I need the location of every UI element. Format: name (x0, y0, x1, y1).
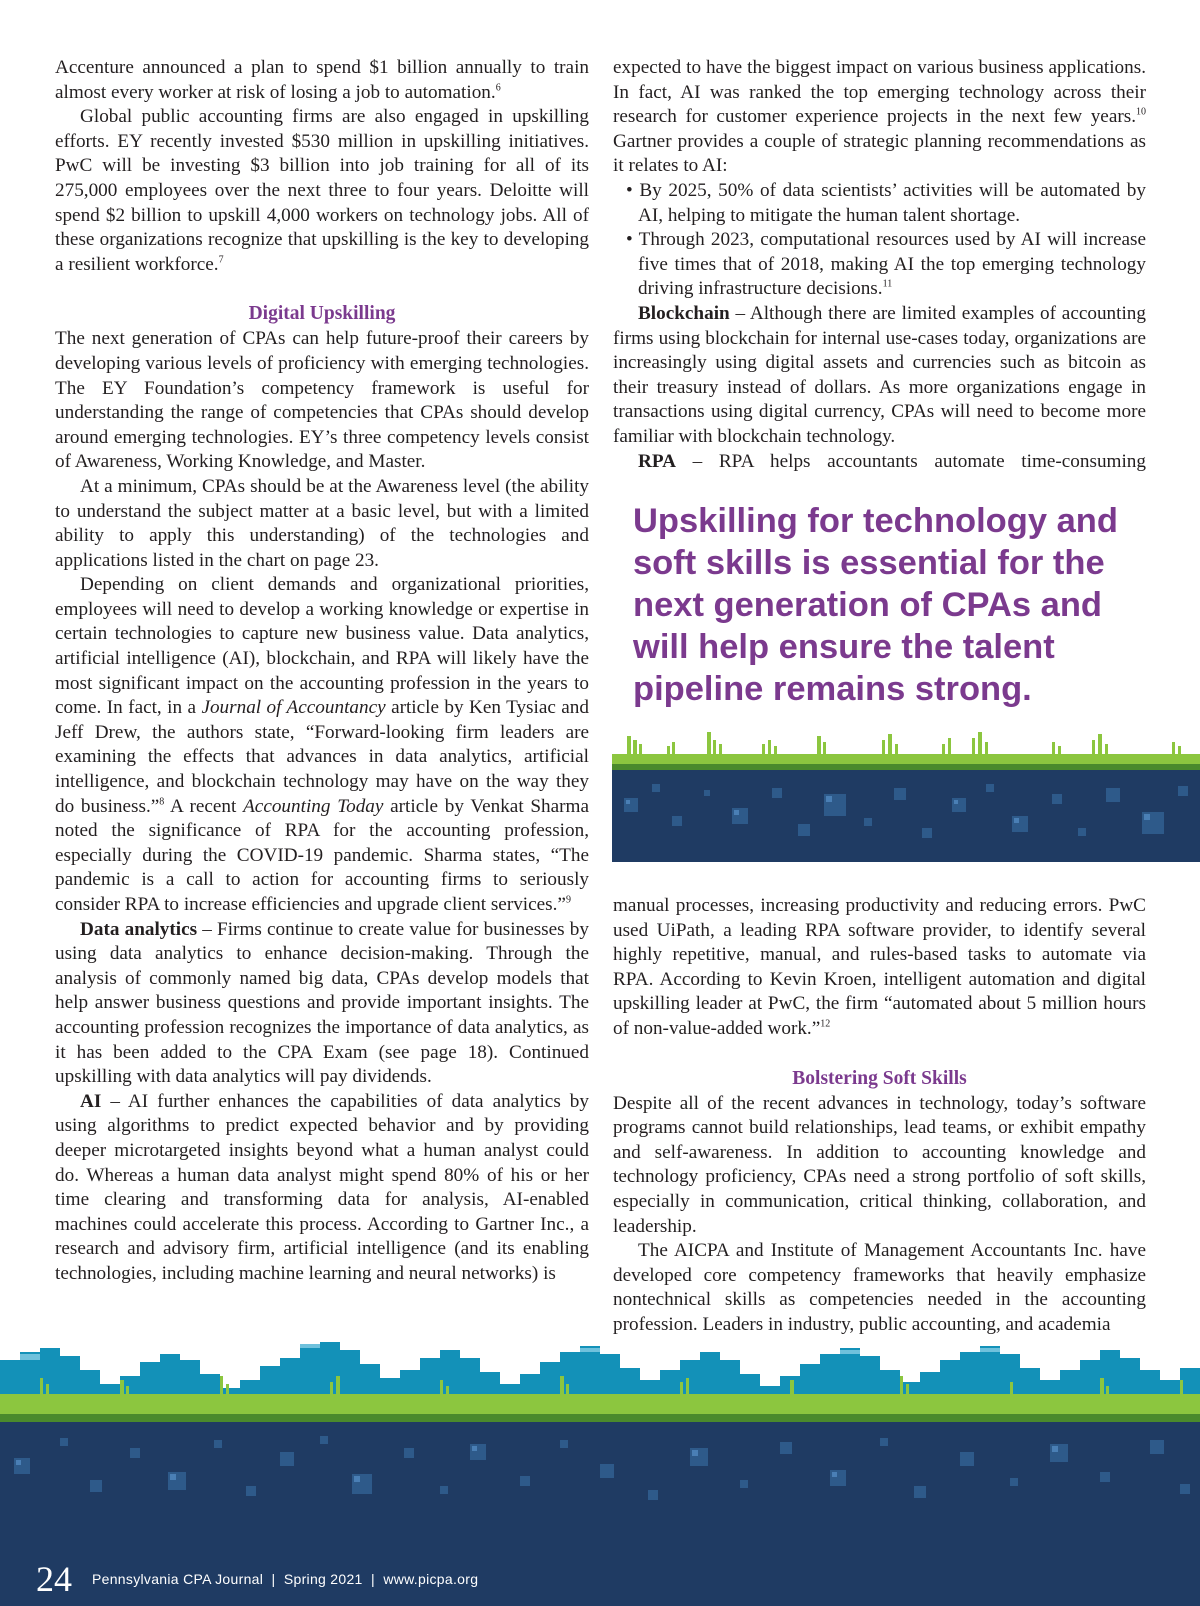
pixel-ground-illustration (612, 728, 1200, 862)
paragraph: Despite all of the recent advances in technology, today’s software programs cannot build relationships, lead teams, or exhibit empathy and self-awareness. In addition to accounting knowledge and technology proficiency, CPAs need a strong portfolio of soft skills, especially in communication, critical thinking, collaboration, and leadership. (613, 1092, 1146, 1237)
grass-tufts (627, 732, 1181, 754)
paragraph: Global public accounting firms are also engaged in upskilling efforts. EY recently invested $530 million in upskilling initiatives. PwC will be investing $3 billion into job training for all of its 275,000 employees over the next three to four years. Deloitte will spend $2 billion to upskill 4,000 workers on technology jobs. All of these organizations recognize that upskilling is the key to developing a resilient workforce.$^7$ (55, 106, 589, 275)
paragraph: Accenture announced a plan to spend $1 billion annually to train almost every worker at risk of losing a job to automation.$^6$ (55, 57, 589, 103)
paragraph: Data analytics – Firms continue to create value for businesses by using data analytics to enhance decision-making. Through the analysis of commonly named big data, CPAs develop models that help answer business questions and provide important insights. The accounting profession recognizes the importance of data analytics, as it has been added to the CPA Exam (see page 18). Continued upskilling with data analytics will pay dividends. (55, 918, 589, 1088)
bullet-list (613, 179, 1146, 302)
paragraph: The next generation of CPAs can help future-proof their careers by developing various levels of proficiency with emerging technologies. The EY Foundation’s competency framework is useful for understanding the range of competencies that CPAs should develop around emerging technologies. EY’s three competency levels consist of Awareness, Working Knowledge, and Master. (55, 328, 589, 473)
right-column-bottom (613, 894, 1146, 1338)
page-number: 24 (36, 1559, 72, 1599)
list-item: • By 2025, 50% of data scientists’ activities will be automated by AI, helping to mitigate the human talent shortage. (626, 179, 1146, 226)
section-heading-bolstering-soft-skills: Bolstering Soft Skills (792, 1067, 967, 1089)
right-column-top (613, 56, 1146, 474)
footer-text: Pennsylvania CPA Journal | Spring 2021 | www.picpa.org (92, 1571, 479, 1587)
paragraph: manual processes, increasing productivity and reducing errors. PwC used UiPath, a leading RPA software provider, to identify several highly repetitive, manual, and rules-based tasks to automate via RPA. According to Kevin Kroen, intelligent automation and digital upskilling leader at PwC, the firm “automated about 5 million hours of non-value-added work.”$^{12}$ (613, 895, 1146, 1039)
left-column (55, 56, 589, 1287)
list-item: • Through 2023, computational resources used by AI will increase five times that of 2018, making AI the top emerging technology driving infrastructure decisions.$^{11}$ (626, 229, 1146, 300)
paragraph: AI – AI further enhances the capabilities of data analytics by using algorithms to predict expected behavior and by providing deeper microtargeted insights beyond what a human analyst could do. Whereas a human data analyst might spend 80% of his or her time clearing and transforming data for analysis, AI-enabled machines could accelerate this process. According to Gartner Inc., a research and advisory firm, artificial intelligence (and its enabling technologies, including machine learning and neural networks) is (55, 1090, 589, 1284)
paragraph: At a minimum, CPAs should be at the Awareness level (the ability to understand the subject matter at a basic level, but with a limited ability to apply this understanding) of the technologies and applications listed in the chart on page 23. (55, 475, 589, 571)
pull-quote: Upskilling for technology and soft skills is essential for the next generation of CPAs and will help ensure the talent pipeline remains strong. (633, 502, 1118, 708)
paragraph: expected to have the biggest impact on various business applications. In fact, AI was ranked the top emerging technology across their research for customer experience projects in the next few years.$^{10}$ Gartner provides a couple of strategic planning recommendations as it relates to AI: (613, 57, 1146, 177)
paragraph: Blockchain – Although there are limited examples of accounting firms using blockchain for internal use-cases today, organizations are increasingly using digital assets and currencies such as bitcoin as their treasury instead of dollars. As more organizations engage in transactions using digital currency, CPAs will need to become more familiar with blockchain technology. (613, 302, 1146, 447)
paragraph: RPA – RPA helps accountants automate time-consuming (638, 450, 1146, 472)
page-footer (36, 1559, 479, 1599)
paragraph: The AICPA and Institute of Management Accountants Inc. have developed core competency frameworks that heavily emphasize nontechnical skills as competencies needed in the accounting profession. Leaders in industry, public accounting, and academia (613, 1240, 1146, 1335)
paragraph: Depending on client demands and organizational priorities, employees will need to develop a working knowledge or expertise in certain technologies to capture new business value. Data analytics, artificial intelligence (AI), blockchain, and RPA will likely have the most significant impact on the accounting profession in the years to come. In fact, in a Journal of Accountancy article by Ken Tysiac and Jeff Drew, the authors state, “Forward-looking firm leaders are examining the effects that advances in data analytics, artificial intelligence, and blockchain technology may have on the way they do business.”$^8$ A recent Accounting Today article by Venkat Sharma noted the significance of RPA for the accounting profession, especially during the COVID-19 pandemic. Sharma states, “The pandemic is a call to action for accounting firms to seriously consider RPA to increase efficiencies and upgrade client services.”$^9$ (55, 574, 590, 915)
section-heading-digital-upskilling: Digital Upskilling (248, 303, 396, 325)
